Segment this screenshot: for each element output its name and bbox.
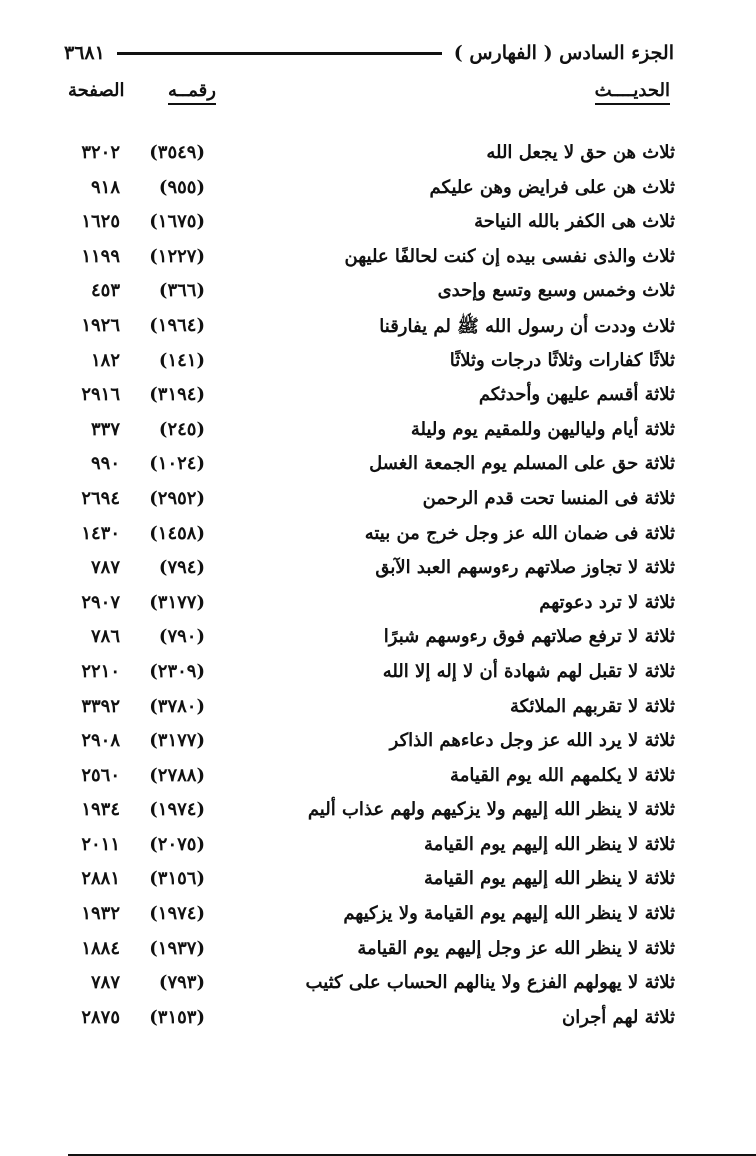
hadith-number: (٢٣٠٩) (149, 660, 205, 682)
index-row (60, 173, 675, 208)
hadith-number: (٩٥٥) (158, 176, 205, 198)
page-reference: ٣٢٠٢ (81, 142, 120, 163)
page-reference: ١٤٣٠ (81, 522, 120, 544)
hadith-text: ثلاثة لا تقربهم الملائكة (509, 695, 675, 717)
hadith-number: (١٢٢٧) (149, 245, 205, 267)
hadith-text: ثلاثة لا يهولهم الفزع ولا ينالهم الحساب على كثيب (305, 972, 675, 994)
index-row (60, 864, 675, 899)
hadith-number: (٣١٥٣) (149, 1006, 205, 1028)
hadith-number: (٣٧٨٠) (149, 695, 205, 717)
page-reference: ١٨٨٤ (81, 937, 120, 959)
index-row (60, 553, 675, 588)
page-reference: ١٩٣٤ (81, 799, 120, 821)
hadith-text: ثلاثة لا يرد الله عز وجل دعاءهم الذاكر (389, 730, 675, 752)
column-header-number: رقمــه (168, 80, 216, 105)
index-row (60, 692, 675, 727)
hadith-text: ثلاثًا كفارات وثلاثًا درجات وثلاثًا (449, 349, 675, 371)
index-row (60, 415, 675, 450)
hadith-number: (١٤١) (158, 349, 205, 371)
hadith-number: (٢٤٥) (158, 418, 205, 440)
page-reference: ٧٨٧ (90, 972, 120, 994)
index-row (60, 519, 675, 554)
hadith-text: ثلاث والذى نفسى بيده إن كنت لحالفًا عليهن (344, 245, 675, 267)
hadith-number: (٣١٧٧) (149, 730, 205, 752)
hadith-text: ثلاثة أقسم عليهن وأحدثكم (478, 384, 675, 406)
header-title: الجزء السادس ( الفهارس ) (453, 42, 674, 64)
index-row (60, 207, 675, 242)
hadith-number: (١٤٥٨) (149, 522, 205, 544)
header-page-number: ٣٦٨١ (64, 42, 105, 64)
hadith-number: (٢٩٥٢) (149, 487, 205, 509)
page-reference: ١٩٢٦ (81, 314, 120, 336)
index-row (60, 968, 675, 1003)
hadith-number: (٣١٧٧) (149, 591, 205, 613)
hadith-number: (٣١٩٤) (149, 384, 205, 406)
hadith-text: ثلاثة لا ترفع صلاتهم فوق رءوسهم شبرًا (383, 626, 675, 648)
hadith-text: ثلاثة لا ينظر الله إليهم ولا يزكيهم ولهم عذاب أليم (307, 799, 675, 821)
page-reference: ١٩٣٢ (81, 903, 120, 925)
hadith-text: ثلاثة لا تجاوز صلاتهم رءوسهم العبد الآبق (375, 557, 675, 579)
column-header-hadith: الحديــــث (595, 80, 670, 105)
hadith-text: ثلاثة فى المنسا تحت قدم الرحمن (422, 487, 675, 509)
hadith-number: (٢٧٨٨) (149, 764, 205, 786)
hadith-number: (٧٩٠) (158, 626, 205, 648)
index-row (60, 934, 675, 969)
page-reference: ٢٥٦٠ (81, 764, 120, 786)
hadith-text: ثلاثة لا ترد دعوتهم (539, 591, 675, 613)
hadith-number: (٣٥٤٩) (149, 142, 205, 163)
hadith-number: (٧٩٣) (158, 972, 205, 994)
hadith-text: ثلاثة فى ضمان الله عز وجل خرج من بيته (364, 522, 675, 544)
column-headers (60, 80, 670, 116)
hadith-text: ثلاث وددت أن رسول الله ﷺ لم يفارقنا (379, 315, 675, 337)
index-row (60, 795, 675, 830)
index-row (60, 588, 675, 623)
index-row (60, 1003, 675, 1038)
hadith-text: ثلاثة لا ينظر الله إليهم يوم القيامة ولا يزكيهم (343, 903, 675, 925)
hadith-text: ثلاثة لا ينظر الله عز وجل إليهم يوم القيامة (357, 937, 675, 959)
page-reference: ٢٨٧٥ (81, 1006, 120, 1028)
page-reference: ٧٨٦ (90, 626, 120, 648)
index-row (60, 622, 675, 657)
index-row (60, 346, 675, 381)
index-row (60, 761, 675, 796)
index-row (60, 242, 675, 277)
hadith-text: ثلاثة لهم أجران (562, 1006, 675, 1028)
page-reference: ٢٩١٦ (81, 384, 120, 406)
hadith-number: (١٠٢٤) (149, 453, 205, 475)
index-row (60, 449, 675, 484)
hadith-number: (٧٩٤) (158, 557, 205, 579)
index-row (60, 138, 675, 173)
index-row (60, 276, 675, 311)
hadith-text: ثلاثة حق على المسلم يوم الجمعة الغسل (369, 453, 675, 475)
hadith-text: ثلاثة لا تقبل لهم شهادة أن لا إله إلا الله (382, 660, 675, 682)
page-reference: ٢٢١٠ (81, 660, 120, 682)
running-header (64, 38, 674, 68)
index-row (60, 899, 675, 934)
page-reference: ١٨٢ (90, 349, 120, 371)
index-row (60, 657, 675, 692)
page-reference: ١٦٢٥ (81, 211, 120, 233)
page-reference: ٤٥٣ (90, 280, 120, 302)
page-reference: ١١٩٩ (81, 245, 120, 267)
page-reference: ٢٨٨١ (81, 868, 120, 890)
hadith-text: ثلاثة أيام ولياليهن وللمقيم يوم وليلة (410, 418, 675, 440)
hadith-number: (١٩٧٤) (149, 799, 205, 821)
column-header-page: الصفحة (68, 80, 756, 1156)
hadith-number: (٣٦٦) (158, 280, 205, 302)
hadith-text: ثلاث هى الكفر بالله النياحة (474, 211, 675, 233)
hadith-number: (٢٠٧٥) (149, 833, 205, 855)
index-row (60, 484, 675, 519)
page-reference: ٢٦٩٤ (81, 487, 120, 509)
index-rows (60, 138, 675, 1037)
page-reference: ٢٠١١ (81, 833, 120, 855)
hadith-text: ثلاثة لا يكلمهم الله يوم القيامة (450, 764, 675, 786)
page-reference: ٣٣٩٢ (81, 695, 120, 717)
index-row (60, 830, 675, 865)
page-reference: ٣٣٧ (90, 418, 120, 440)
header-rule (117, 52, 442, 55)
page-reference: ٩٩٠ (90, 453, 120, 475)
page-reference: ٢٩٠٨ (81, 730, 120, 752)
hadith-text: ثلاثة لا ينظر الله إليهم يوم القيامة (424, 833, 675, 855)
index-row (60, 726, 675, 761)
hadith-number: (١٩٧٤) (149, 903, 205, 925)
hadith-text: ثلاث هن على فرايض وهن عليكم (429, 176, 675, 198)
hadith-text: ثلاثة لا ينظر الله إليهم يوم القيامة (424, 868, 675, 890)
hadith-number: (١٦٧٥) (149, 211, 205, 233)
page-reference: ٧٨٧ (90, 557, 120, 579)
index-row (60, 380, 675, 415)
hadith-number: (١٩٣٧) (149, 937, 205, 959)
page-reference: ٩١٨ (90, 176, 120, 198)
hadith-number: (٣١٥٦) (149, 868, 205, 890)
hadith-text: ثلاث وخمس وسبع وتسع وإحدى (437, 280, 675, 302)
index-row (60, 311, 675, 346)
page-reference: ٢٩٠٧ (81, 591, 120, 613)
hadith-text: ثلاث هن حق لا يجعل الله (486, 142, 675, 163)
hadith-number: (١٩٦٤) (149, 314, 205, 336)
